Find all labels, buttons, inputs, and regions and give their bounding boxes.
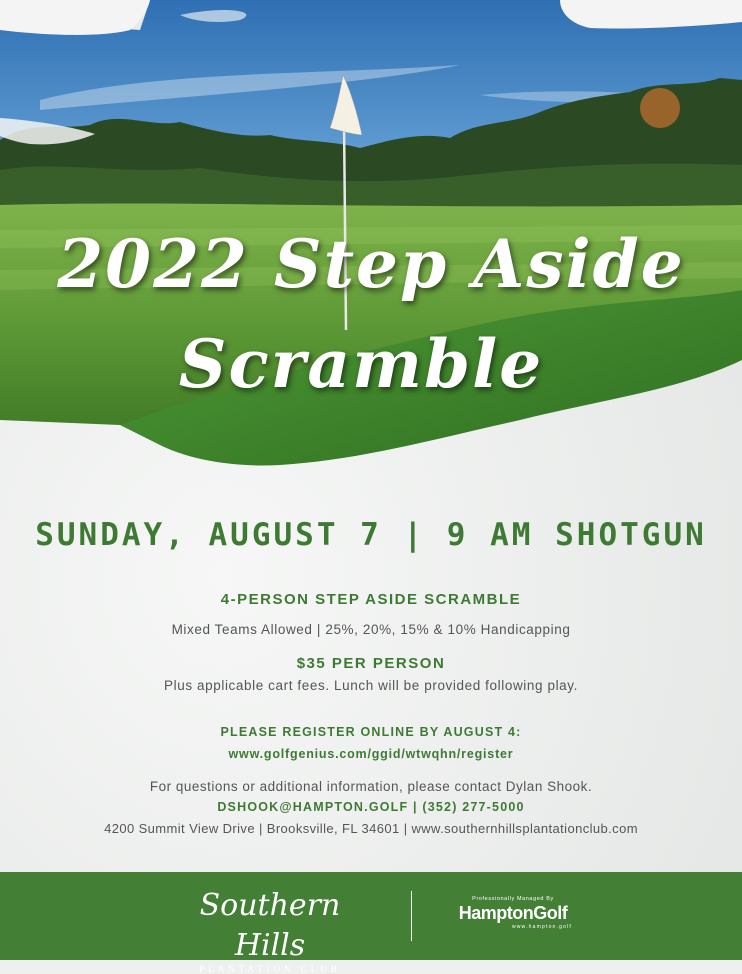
event-title-line2: Scramble <box>178 325 544 403</box>
register-heading: PLEASE REGISTER ONLINE BY AUGUST 4: <box>220 725 522 739</box>
footer-bar <box>0 872 742 974</box>
manager-url: www.hampton.golf <box>511 924 572 930</box>
southern-hills-logo <box>165 886 375 974</box>
club-address: 4200 Summit View Drive | Brooksville, FL 34601 | www.southernhillsplantationclub.com <box>104 821 638 836</box>
hero-photo <box>0 0 742 470</box>
date-time-line: SUNDAY, AUGUST 7 | 9 AM SHOTGUN <box>35 517 707 553</box>
event-title-line1: 2022 Step Aside <box>57 225 685 303</box>
contact-email-phone[interactable]: DSHOOK@HAMPTON.GOLF | (352) 277-5000 <box>217 800 525 814</box>
manager-name: HamptonGolf <box>458 903 568 923</box>
managed-by-label: Professionally Managed By <box>472 896 554 902</box>
club-logo-subtitle: PLANTATION CLUB <box>199 964 341 974</box>
format-details: Mixed Teams Allowed | 25%, 20%, 15% & 10% Handicapping <box>171 622 571 637</box>
logo-divider <box>411 891 412 941</box>
club-logo-script: Southern Hills <box>199 888 341 963</box>
event-details <box>0 505 742 836</box>
contact-text: For questions or additional information, please contact Dylan Shook. <box>149 779 593 794</box>
price-heading: $35 PER PERSON <box>296 655 446 672</box>
register-link[interactable]: www.golfgenius.com/ggid/wtwqhn/register <box>228 747 514 761</box>
format-heading: 4-PERSON STEP ASIDE SCRAMBLE <box>220 591 522 608</box>
price-details: Plus applicable cart fees. Lunch will be provided following play. <box>164 678 578 693</box>
hampton-golf-logo <box>448 896 578 930</box>
